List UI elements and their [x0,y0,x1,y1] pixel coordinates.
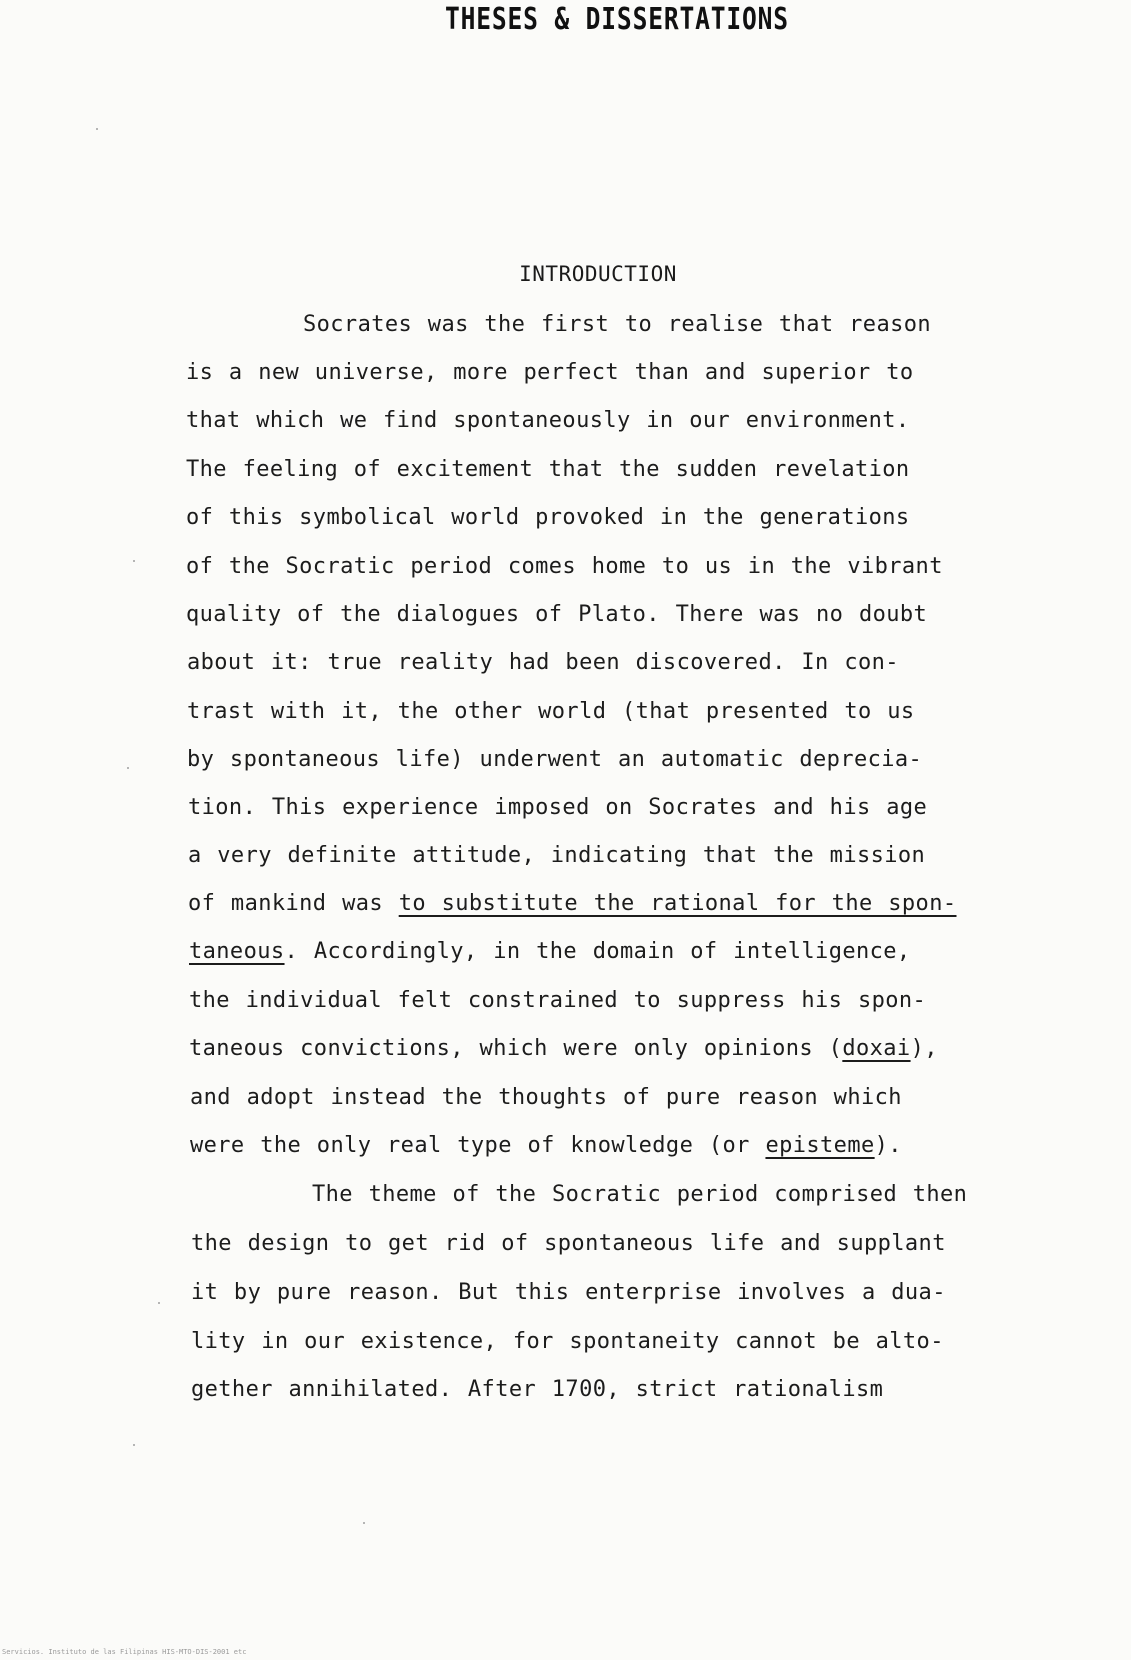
text-line: tion. This experience imposed on Socrates and his age [188,795,928,820]
text-line: were the only real type of knowledge (or episteme). [190,1133,902,1158]
underlined-phrase: to substitute the rational for the spon- [398,891,957,916]
archive-stamp: THESES & DISSERTATIONS [445,2,789,37]
scan-speck [96,128,98,130]
text-line: of this symbolical world provoked in the generations [186,505,910,530]
text-line: The feeling of excitement that the sudden revelation [186,457,910,482]
text-line: The theme of the Socratic period comprised then [312,1182,968,1207]
underlined-term: doxai [842,1036,911,1061]
text-line: of the Socratic period comes home to us in the vibrant [186,554,943,579]
text-line: of mankind was to substitute the rational for the spon- [188,891,957,916]
scan-speck [158,1302,160,1304]
text-line: about it: true reality had been discovered. In con- [187,650,899,675]
text-line: by spontaneous life) underwent an automatic deprecia- [187,747,923,772]
text-line: lity in our existence, for spontaneity cannot be alto- [191,1329,944,1354]
scan-speck [363,1522,365,1524]
underlined-term: episteme [765,1133,875,1158]
text-line: a very definite attitude, indicating that the mission [188,843,926,868]
text-line: gether annihilated. After 1700, strict rationalism [191,1377,884,1402]
underlined-phrase: taneous [189,939,285,964]
text-line: taneous. Accordingly, in the domain of intelligence, [189,939,911,964]
text-line: and adopt instead the thoughts of pure reason which [190,1085,902,1110]
text-line: it by pure reason. But this enterprise involves a dua- [191,1280,946,1305]
section-heading: INTRODUCTION [519,262,677,286]
text-line: is a new universe, more perfect than and superior to [186,360,914,385]
text-line: the individual felt constrained to suppress his spon- [189,988,927,1013]
text-line: that which we find spontaneously in our environment. [186,408,910,433]
text-line: Socrates was the first to realise that reason [303,312,932,337]
text-line: quality of the dialogues of Plato. There was no doubt [186,602,928,627]
scan-speck [133,1444,135,1446]
scan-speck [133,560,135,562]
text-line: the design to get rid of spontaneous life and supplant [191,1231,946,1256]
scan-footer-note: Servicios. Instituto de las Filipinas HIS-MTO-DIS-2001 etc [2,1648,247,1656]
text-line: trast with it, the other world (that presented to us [187,699,915,724]
text-line: taneous convictions, which were only opinions (doxai), [189,1036,938,1061]
scan-speck [127,767,129,769]
